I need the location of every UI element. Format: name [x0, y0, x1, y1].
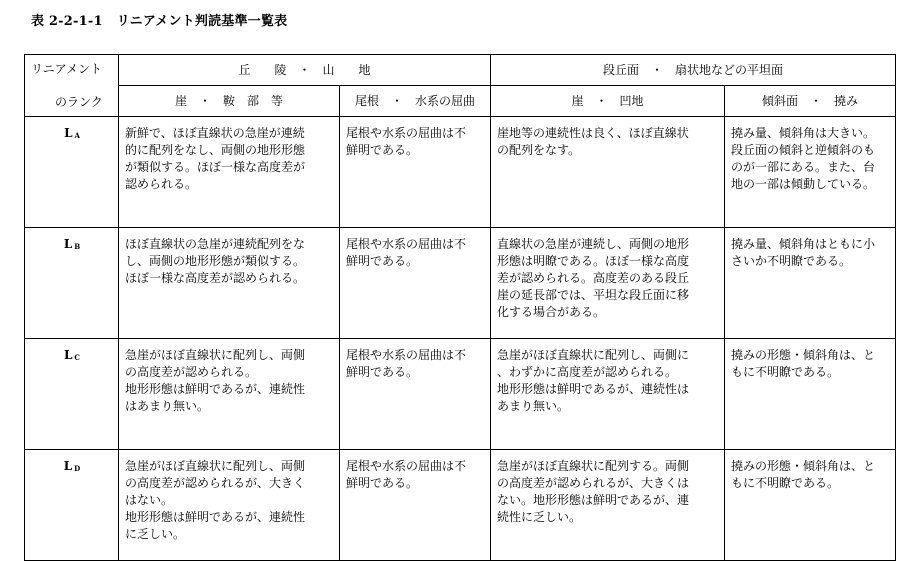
table-row — [25, 228, 896, 339]
cell-scarp-saddle: 急崖がほぼ直線状に配列し、両側 の高度差が認められる。 地形形態は鮮明であるが、連続性 はあまり無い。 — [119, 339, 340, 450]
group-header-hills: 丘 陵 ・ 山 地 — [119, 55, 491, 86]
cell-scarp-saddle: ほぼ直線状の急崖が連続配列をな し、両側の地形形態が類似する。 ほぼ一様な高度差が認められる。 — [119, 228, 340, 339]
cell-scarp-depression: 急崖がほぼ直線状に配列し、両側に 、わずかに高度差が認められる。 地形形態は鮮明であるが、連続性は あまり無い。 — [491, 339, 725, 450]
cell-scarp-depression: 急崖がほぼ直線状に配列する。両側 の高度差が認められるが、大きくは ない。地形形態は鮮明であるが、連 続性に乏しい。 — [491, 450, 725, 561]
rank-cell: L $_B$ — [25, 228, 119, 339]
cell-scarp-depression: 崖地等の連続性は良く、ほぼ直線状 の配列をなす。 — [491, 117, 725, 228]
rank-header — [25, 55, 119, 117]
cell-scarp-saddle: 急崖がほぼ直線状に配列し、両側 の高度差が認められるが、大きく はない。 地形形態は鮮明であるが、連続性 に乏しい。 — [119, 450, 340, 561]
cell-slope-flexure: 撓み量、傾斜角はともに小 さいか不明瞭である。 — [725, 228, 896, 339]
cell-ridge-stream: 尾根や水系の屈曲は不 鮮明である。 — [340, 450, 491, 561]
cell-ridge-stream: 尾根や水系の屈曲は不 鮮明である。 — [340, 339, 491, 450]
cell-scarp-saddle: 新鮮で、ほぼ直線状の急崖が連続 的に配列をなし、両側の地形形態 が類似する。ほぼ一様な高度差が 認められる。 — [119, 117, 340, 228]
cell-ridge-stream: 尾根や水系の屈曲は不 鮮明である。 — [340, 228, 491, 339]
cell-slope-flexure: 撓みの形態・傾斜角は、と もに不明瞭である。 — [725, 450, 896, 561]
cell-slope-flexure: 撓みの形態・傾斜角は、と もに不明瞭である。 — [725, 339, 896, 450]
col-header-ridge-stream: 尾根 ・ 水系の屈曲 — [340, 86, 491, 117]
rank-cell: L $_A$ — [25, 117, 119, 228]
col-header-slope-flexure: 傾斜面 ・ 撓み — [725, 86, 896, 117]
col-header-scarp-saddle: 崖 ・ 鞍 部 等 — [119, 86, 340, 117]
table-row — [25, 450, 896, 561]
table-row — [25, 339, 896, 450]
lineament-criteria-table — [24, 54, 896, 561]
cell-ridge-stream: 尾根や水系の屈曲は不 鮮明である。 — [340, 117, 491, 228]
table-row — [25, 117, 896, 228]
col-header-scarp-depression: 崖 ・ 凹地 — [491, 86, 725, 117]
cell-scarp-depression: 直線状の急崖が連続し、両側の地形 形態は明瞭である。ほぼ一様な高度 差が認められる。高度差のある段丘 崖の延長部では、平坦な段丘面に移 化する場合がある。 — [491, 228, 725, 339]
table-caption: リニアメント判読基準一覧表 — [116, 14, 288, 29]
table-title — [31, 10, 287, 29]
rank-cell: L $_D$ — [25, 450, 119, 561]
header-row-2 — [25, 86, 896, 117]
rank-header-line2: のランク — [55, 95, 103, 109]
cell-slope-flexure: 撓み量、傾斜角は大きい。 段丘面の傾斜と逆傾斜のも のが一部にある。また、台 地の一部は傾動している。 — [725, 117, 896, 228]
rank-header-line1: リニアメント — [31, 62, 103, 76]
rank-cell: L $_C$ — [25, 339, 119, 450]
header-row-1 — [25, 55, 896, 86]
table-number: 表 2-2-1-1 — [31, 14, 103, 29]
group-header-terraces: 段丘面 ・ 扇状地などの平坦面 — [491, 55, 896, 86]
